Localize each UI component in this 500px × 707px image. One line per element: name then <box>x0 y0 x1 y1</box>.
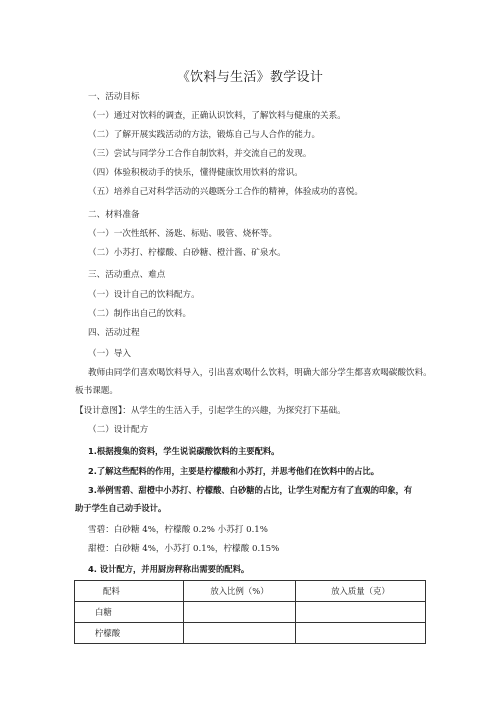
list-item: （二）制作出自己的饮料。 <box>88 309 192 319</box>
step-item: 4. 设计配方，并用厨房秤称出需要的配料。 <box>88 564 250 574</box>
recipe-table <box>74 580 426 644</box>
step-item: 2.了解这些配料的作用，主要是柠檬酸和小苏打，并思考他们在饮料中的占比。 <box>88 466 380 476</box>
table-row <box>75 602 426 623</box>
list-item: （四）体验积极动手的快乐，懂得健康饮用饮料的常识。 <box>88 168 303 178</box>
sub-heading: （二）设计配方 <box>88 425 149 435</box>
table-cell <box>184 623 296 644</box>
sub-heading: （一）导入 <box>88 349 131 359</box>
step-item: 1.根据搜集的资料，学生说说碳酸饮料的主要配料。 <box>88 446 280 456</box>
page-title: 《饮料与生活》教学设计 <box>176 70 324 85</box>
section-heading: 一、活动目标 <box>88 92 140 102</box>
table-cell: 柠檬酸 <box>75 623 184 644</box>
step-item: 助于学生自己动手设计。 <box>75 503 167 513</box>
table-cell <box>296 602 426 623</box>
step-item: 3.举例雪碧、甜橙中小苏打、柠檬酸、白砂糖的占比，让学生对配方有了直观的印象，有 <box>88 485 413 495</box>
table-header-cell: 放入质量（克） <box>296 581 426 602</box>
list-item: （二）了解开展实践活动的方法，锻炼自己与人合作的能力。 <box>88 130 321 140</box>
paragraph: 教师由同学们喜欢喝饮料导入，引出喜欢喝什么饮料，明确大部分学生都喜欢喝碳酸饮料。 <box>88 368 432 378</box>
list-item: （一）设计自己的饮料配方。 <box>88 290 200 300</box>
table-cell: 白糖 <box>75 602 184 623</box>
section-heading: 三、活动重点、难点 <box>88 270 166 280</box>
table-header-cell: 放入比例（%） <box>184 581 296 602</box>
list-item: （一）一次性纸杯、汤匙、标贴、吸管、烧杯等。 <box>88 229 278 239</box>
table-header-row <box>75 581 426 602</box>
table-cell <box>296 623 426 644</box>
recipe-line: 甜橙：白砂糖 4%，小苏打 0.1%，柠檬酸 0.15% <box>88 544 280 554</box>
table-cell <box>184 602 296 623</box>
paragraph: 板书课题。 <box>75 386 118 396</box>
list-item: （三）尝试与同学分工合作自制饮料，并交流自己的发现。 <box>88 149 312 159</box>
table-header-cell: 配料 <box>75 581 184 602</box>
recipe-line: 雪碧：白砂糖 4%，柠檬酸 0.2% 小苏打 0.1% <box>88 525 268 535</box>
design-intent: 【设计意图】：从学生的生活入手，引起学生的兴趣，为探究打下基础。 <box>75 406 346 416</box>
list-item: （五）培养自己对科学活动的兴趣既分工合作的精神，体验成功的喜悦。 <box>88 187 364 197</box>
list-item: （一）通过对饮料的调查，正确认识饮料，了解饮料与健康的关系。 <box>88 111 346 121</box>
section-heading: 四、活动过程 <box>88 328 140 338</box>
list-item: （二）小苏打、柠檬酸、白砂糖、橙汁酱、矿泉水。 <box>88 248 286 258</box>
table-row <box>75 623 426 644</box>
section-heading: 二、材料准备 <box>88 210 140 220</box>
